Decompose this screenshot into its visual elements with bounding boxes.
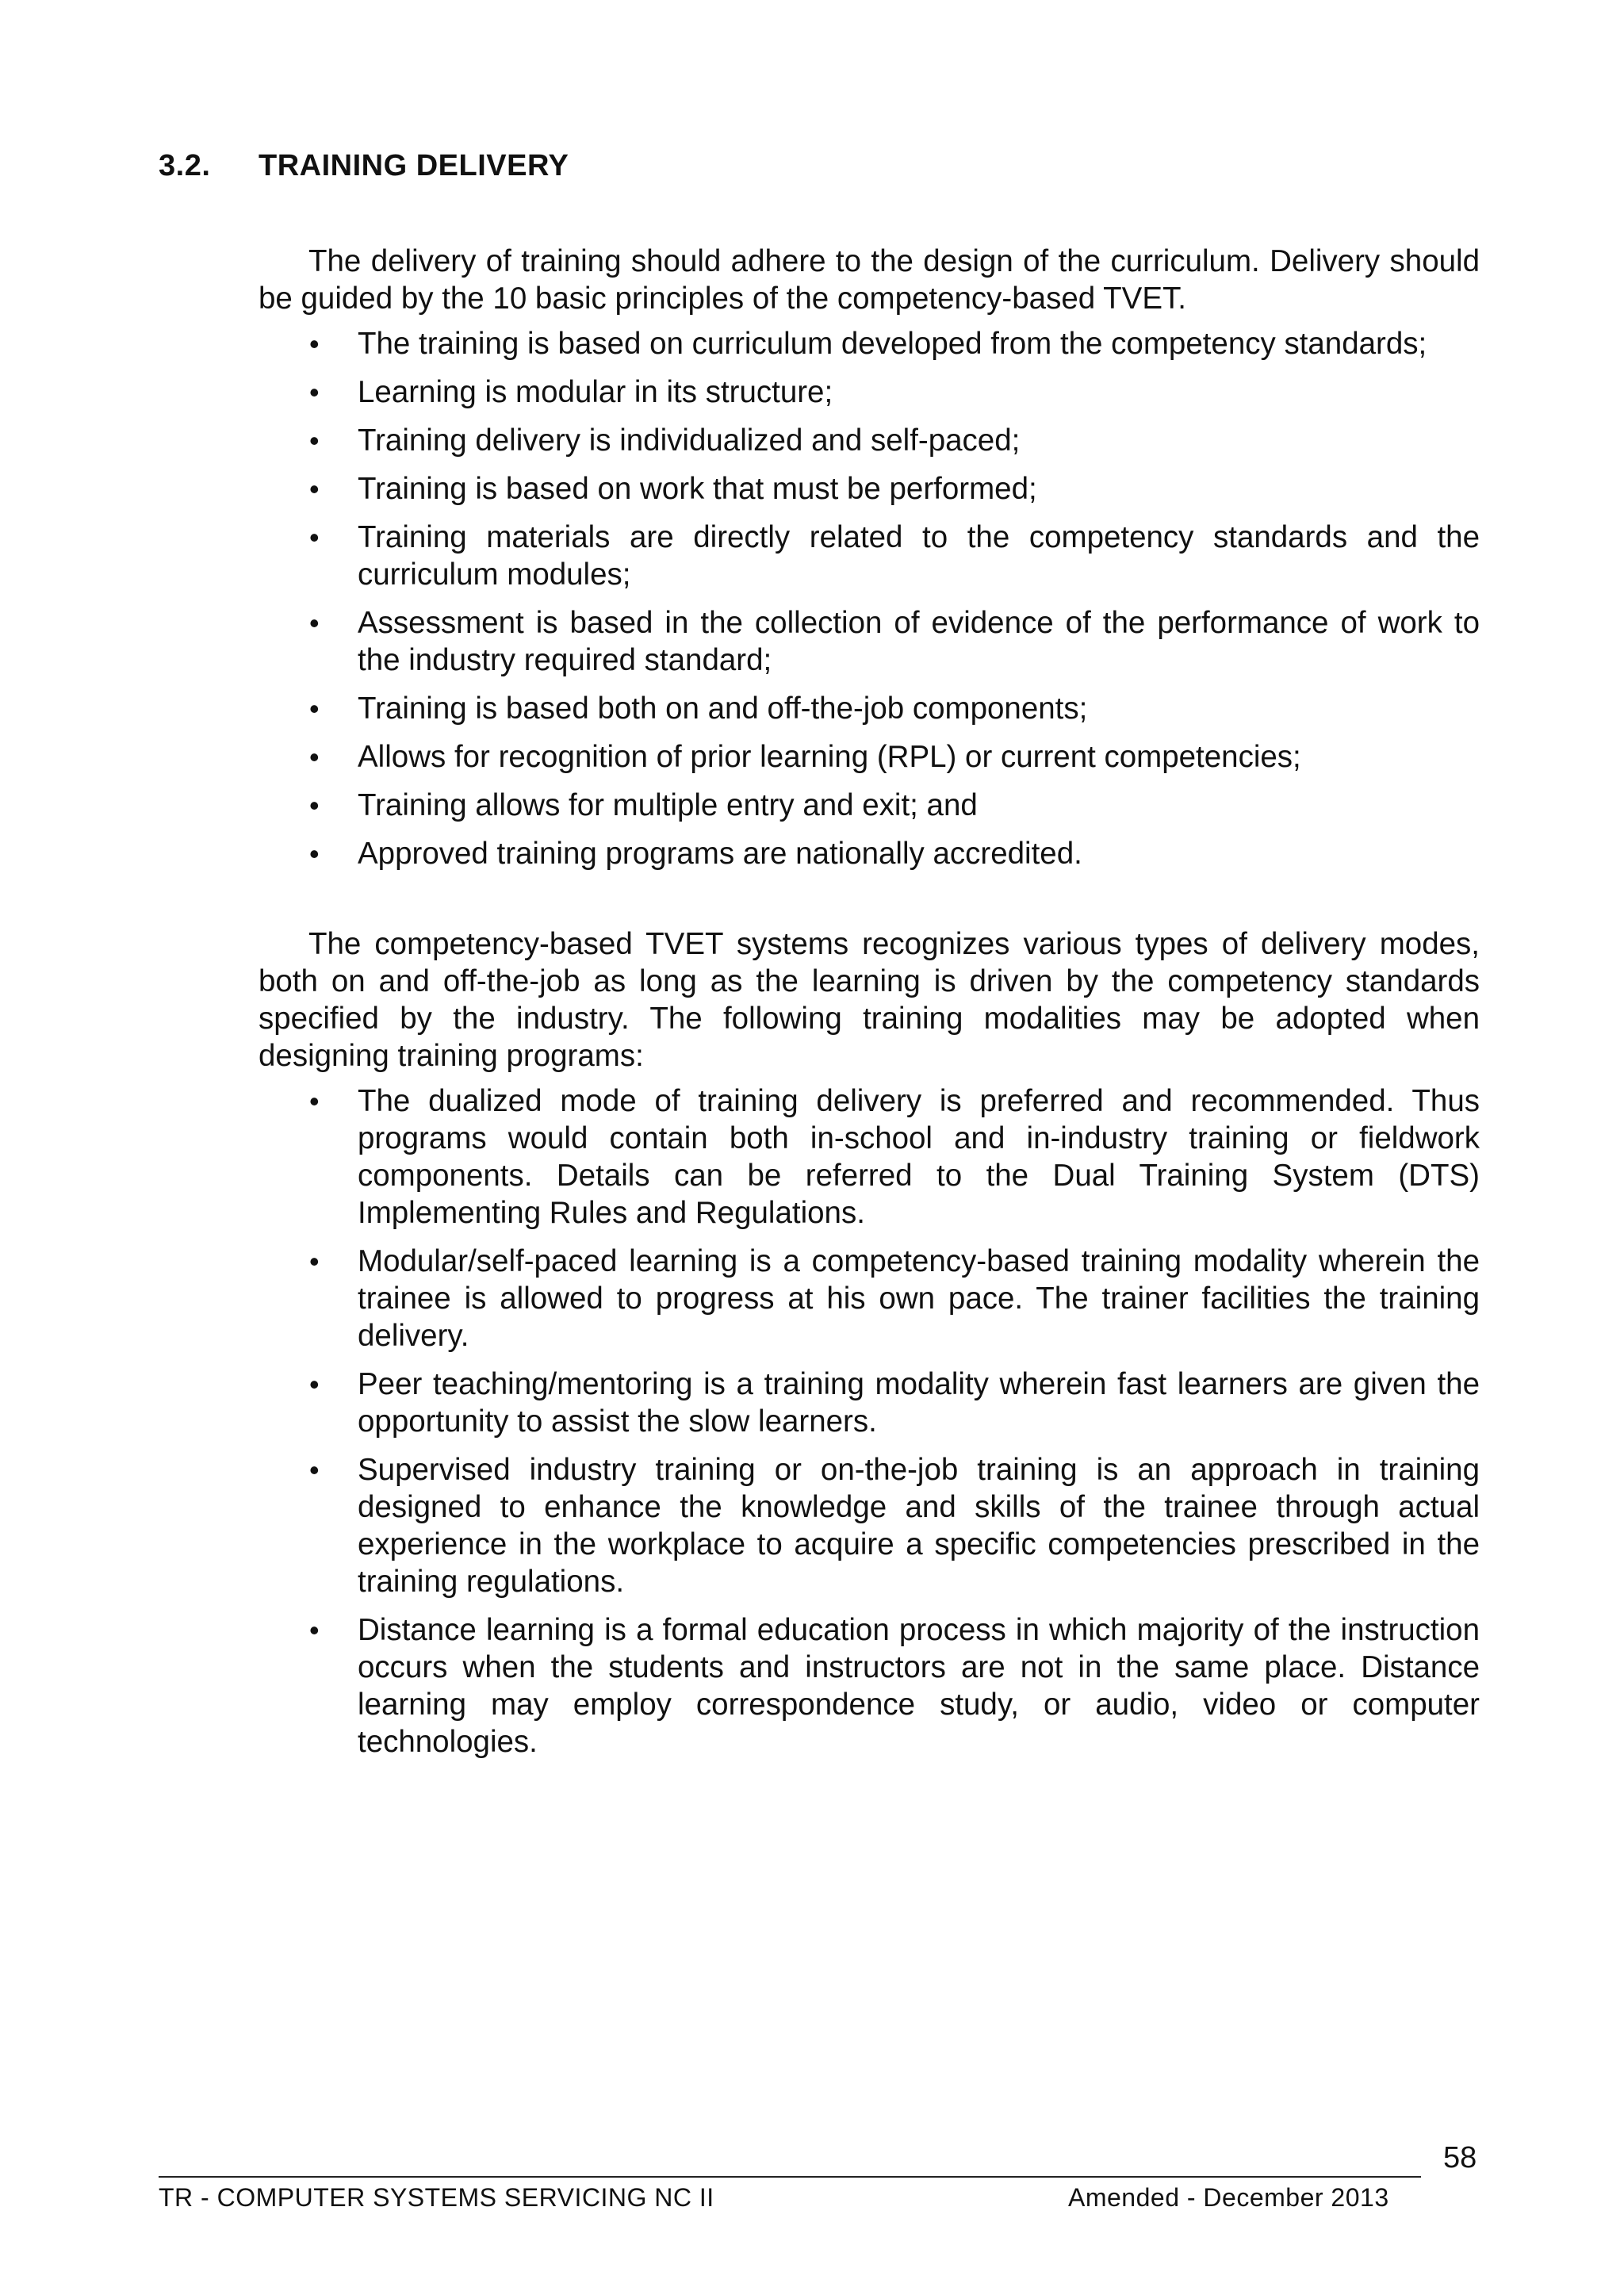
intro-paragraph: The delivery of training should adhere to the design of the curriculum. Delivery should be guided by the 10 basic principles of the competency-based TVET.: [259, 244, 1480, 316]
bullet-icon: •: [309, 1245, 320, 1278]
bullet-icon: •: [309, 607, 320, 639]
principle-item: • Learning is modular in its structure;: [309, 375, 833, 409]
principle-item: • Assessment is based in the collection of evidence of the performance of work to the industry required standard;: [309, 606, 1480, 677]
modality-item: • Supervised industry training or on-the-job training is an approach in training designed to enhance the knowledge and skills of the trainee through actual experience in the workplace to acquire a specific competencies prescribed in the training regulations.: [309, 1453, 1480, 1599]
document-body: [259, 243, 1480, 1772]
modality-item: • Distance learning is a formal education process in which majority of the instruction occurs when the students and instructors are not in the same place. Distance learning may employ correspondence study, or audio, video or computer technologies.: [309, 1613, 1480, 1759]
modality-item: • The dualized mode of training delivery is preferred and recommended. Thus programs would contain both in-school and in-industry training or fieldwork components. Details can be referred to the Dual Training System (DTS) Implementing Rules and Regulations.: [309, 1084, 1480, 1230]
bullet-icon: •: [309, 376, 320, 408]
footer-amendment-date: Amended - December 2013: [1068, 2183, 1389, 2212]
section-number: 3.2.: [159, 149, 211, 182]
bullet-icon: •: [309, 741, 320, 773]
section-title: TRAINING DELIVERY: [259, 149, 569, 182]
principle-item: • The training is based on curriculum developed from the competency standards;: [309, 327, 1427, 361]
bullet-icon: •: [309, 1454, 320, 1486]
bullet-icon: •: [309, 521, 320, 554]
bullet-icon: •: [309, 328, 320, 360]
bullet-icon: •: [309, 473, 320, 505]
principle-item: • Training materials are directly related to the competency standards and the curriculum modules;: [309, 520, 1480, 592]
modality-item: • Peer teaching/mentoring is a training modality wherein fast learners are given the opportunity to assist the slow learners.: [309, 1367, 1480, 1439]
bullet-icon: •: [309, 1085, 320, 1117]
modes-paragraph: The competency-based TVET systems recognizes various types of delivery modes, both on and off-the-job as long as the learning is driven by the competency standards specified by the industry. The following training modalities may be adopted when designing training programs:: [259, 927, 1480, 1073]
principle-item: • Training is based both on and off-the-job components;: [309, 692, 1088, 726]
bullet-icon: •: [309, 692, 320, 725]
bullet-icon: •: [309, 837, 320, 870]
bullet-icon: •: [309, 789, 320, 822]
principles-list: [259, 325, 1480, 872]
principle-item: • Training is based on work that must be performed;: [309, 472, 1037, 506]
bullet-icon: •: [309, 1368, 320, 1400]
principle-item: • Allows for recognition of prior learning (RPL) or current competencies;: [309, 740, 1301, 774]
bullet-icon: •: [309, 424, 320, 457]
modalities-list: [259, 1082, 1480, 1761]
modality-item: • Modular/self-paced learning is a competency-based training modality wherein the trainee is allowed to progress at his own pace. The trainer facilities the training delivery.: [309, 1244, 1480, 1353]
principle-item: • Training allows for multiple entry and exit; and: [309, 788, 978, 822]
footer-rule: [159, 2176, 1421, 2178]
page-number: 58: [1443, 2141, 1477, 2174]
principle-item: • Approved training programs are nationally accredited.: [309, 837, 1082, 871]
principle-item: • Training delivery is individualized and self-paced;: [309, 423, 1021, 458]
bullet-icon: •: [309, 1614, 320, 1646]
section-heading: [159, 149, 569, 183]
footer-document-title: TR - COMPUTER SYSTEMS SERVICING NC II: [159, 2183, 714, 2212]
